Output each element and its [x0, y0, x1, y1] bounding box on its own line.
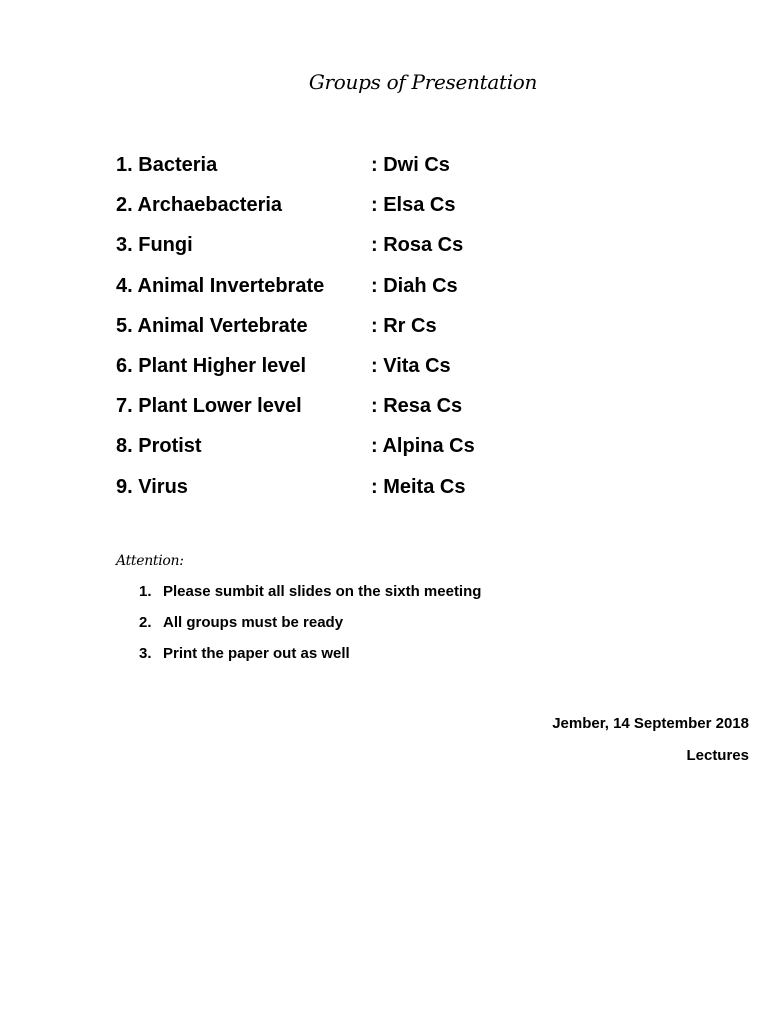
attention-heading: Attention: [116, 553, 184, 569]
attention-number: 2. [139, 614, 152, 631]
group-presenter: : Rosa Cs [371, 234, 464, 257]
attention-text: All groups must be ready [163, 614, 344, 631]
group-topic: 1. Bacteria [116, 154, 218, 176]
attention-number: 1. [139, 583, 152, 600]
group-topic: 7. Plant Lower level [116, 395, 302, 418]
page-title: Groups of Presentation [308, 70, 538, 94]
signoff-role: Lectures [686, 747, 749, 764]
group-presenter: : Dwi Cs [371, 154, 450, 176]
signoff-place-date: Jember, 14 September 2018 [552, 715, 749, 732]
group-presenter: : Alpina Cs [371, 435, 475, 458]
group-topic: 3. Fungi [116, 234, 193, 257]
attention-text: Print the paper out as well [163, 645, 350, 662]
group-topic: 5. Animal Vertebrate [116, 314, 308, 337]
group-presenter: : Meita Cs [371, 475, 466, 498]
group-topic: 2. Archaebacteria [116, 194, 283, 217]
group-topic: 6. Plant Higher level [116, 354, 307, 377]
attention-number: 3. [139, 645, 152, 662]
group-presenter: : Diah Cs [371, 274, 458, 297]
group-presenter: : Rr Cs [371, 314, 437, 337]
group-topic: 8. Protist [116, 435, 202, 458]
group-topic: 9. Virus [116, 475, 188, 498]
group-presenter: : Vita Cs [371, 354, 451, 377]
group-presenter: : Elsa Cs [371, 194, 456, 217]
group-topic: 4. Animal Invertebrate [116, 274, 325, 297]
group-presenter: : Resa Cs [371, 395, 463, 418]
attention-text: Please sumbit all slides on the sixth meeting [163, 583, 482, 600]
